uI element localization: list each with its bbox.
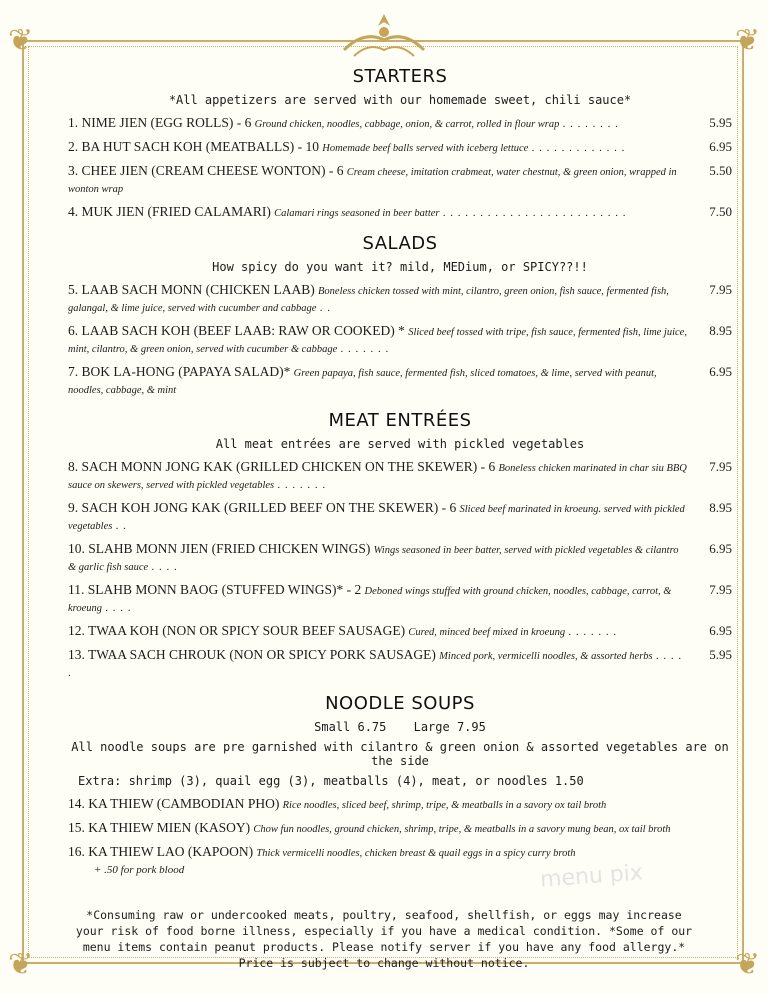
corner-ornament-icon: ❦ <box>734 24 760 57</box>
menu-item-price: 6.95 <box>705 541 732 556</box>
menu-item-price: 7.50 <box>705 204 732 219</box>
menu-item <box>68 500 732 534</box>
menu-item-description: Chow fun noodles, ground chicken, shrimp, tripe, & meatballs in a savory mung bean, ox tail broth <box>253 824 671 835</box>
menu-item-price: 8.95 <box>705 323 732 338</box>
menu-item-price: 7.95 <box>705 582 732 597</box>
menu-item <box>68 115 732 132</box>
menu-item <box>68 459 732 493</box>
menu-item-description: Boneless chicken marinated in char siu BBQ sauce on skewers, served with pickled vegetables <box>68 463 687 491</box>
menu-item-name: 3. CHEE JIEN (CREAM CHEESE WONTON) - 6 <box>68 163 344 178</box>
menu-item-leader-dots: . . . . . . . <box>568 626 618 638</box>
meat-title: MEAT ENTRÉES <box>328 410 472 431</box>
menu-item <box>68 204 732 221</box>
menu-item-name: 12. TWAA KOH (NON OR SPICY SOUR BEEF SAUSAGE) <box>68 623 406 638</box>
menu-item-name: 16. KA THIEW LAO (KAPOON) <box>68 844 254 859</box>
meat-list <box>68 459 732 681</box>
menu-item-name: 13. TWAA SACH CHROUK (NON OR SPICY PORK SAUSAGE) <box>68 647 436 662</box>
noodles-list <box>68 796 732 861</box>
pork-blood-addon: + .50 for pork blood <box>94 864 185 876</box>
menu-item-price: 8.95 <box>705 500 732 515</box>
menu-item-description: Ground chicken, noodles, cabbage, onion, & carrot, rolled in flour wrap <box>254 119 560 130</box>
menu-item-leader-dots: . . . . . . . <box>340 343 390 355</box>
menu-item-leader-dots: . . . . . . . . . . . . . . . . . . . . . . . . . <box>442 207 627 219</box>
noodles-title: NOODLE SOUPS <box>325 693 475 714</box>
menu-item-description: Cured, minced beef mixed in kroeung <box>408 627 566 638</box>
menu-item-price: 5.95 <box>705 115 732 130</box>
menu-item <box>68 623 732 640</box>
menu-item-description: Cream cheese, imitation crabmeat, water chestnut, & green onion, wrapped in wonton wrap <box>68 167 677 195</box>
menu-item <box>68 647 732 681</box>
menu-item <box>68 582 732 616</box>
menu-item-description: Deboned wings stuffed with ground chicken, noodles, cabbage, carrot, & kroeung <box>68 586 672 614</box>
allergy-disclaimer: *Consuming raw or undercooked meats, poultry, seafood, shellfish, or eggs may increase your risk of food borne illness, especially if you have a medical condition. *Some of our menu items contain peanut products. Please notify server if you have any food allergy.* Price is subject to change without notice. <box>75 908 693 970</box>
menu-item-description: Calamari rings seasoned in beer batter <box>274 208 440 219</box>
menu-item <box>68 820 732 837</box>
starters-list <box>68 115 732 221</box>
menu-item-name: 14. KA THIEW (CAMBODIAN PHO) <box>68 796 280 811</box>
starters-note: *All appetizers are served with our homemade sweet, chili sauce* <box>168 93 632 107</box>
menu-item <box>68 796 732 813</box>
menu-item-description: Rice noodles, sliced beef, shrimp, tripe, & meatballs in a savory ox tail broth <box>282 800 607 811</box>
menu-item-name: 2. BA HUT SACH KOH (MEATBALLS) - 10 <box>68 139 320 154</box>
menu-item-leader-dots: . . <box>115 520 127 532</box>
menu-item-name: 5. LAAB SACH MONN (CHICKEN LAAB) <box>68 282 315 297</box>
menu-item <box>68 282 732 316</box>
menu-item-name: 4. MUK JIEN (FRIED CALAMARI) <box>68 204 271 219</box>
menu-item-name: 6. LAAB SACH KOH (BEEF LAAB: RAW OR COOKED) * <box>68 323 405 338</box>
salads-list <box>68 282 732 398</box>
menu-item-price: 6.95 <box>705 623 732 638</box>
menu-item <box>68 364 732 398</box>
menu-item-price: 6.95 <box>705 364 732 379</box>
menu-content <box>68 60 732 882</box>
menu-item <box>68 163 732 197</box>
menu-item-description: Sliced beef tossed with tripe, fish sauce, fermented fish, lime juice, mint, cilantro, & green onion, served with cucumber & cabbage <box>68 327 687 355</box>
menu-item-leader-dots: . . . . <box>151 561 178 573</box>
menu-item-price: 5.50 <box>705 163 732 178</box>
menu-item-description: Boneless chicken tossed with mint, cilantro, green onion, fish sauce, fermented fish, galangal, & lime juice, served with cucumber and cabbage <box>68 286 669 314</box>
menu-item-description: Minced pork, vermicelli noodles, & assorted herbs <box>439 651 653 662</box>
menu-item-leader-dots: . . . . . . . . <box>562 118 619 130</box>
menu-item-leader-dots: . . . . . . . . . . . . . <box>531 142 626 154</box>
menu-item-name: 7. BOK LA-HONG (PAPAYA SALAD)* <box>68 364 291 379</box>
menu-item-description: Wings seasoned in beer batter, served with pickled vegetables & cilantro & garlic fish sauce <box>68 545 679 573</box>
corner-ornament-icon: ❦ <box>8 24 34 57</box>
menu-item-description: Homemade beef balls served with iceberg lettuce <box>322 143 529 154</box>
menu-item-name: 8. SACH MONN JONG KAK (GRILLED CHICKEN ON THE SKEWER) - 6 <box>68 459 496 474</box>
soup-sizes <box>68 720 732 734</box>
corner-ornament-icon: ❦ <box>8 948 34 981</box>
noodles-extra: Extra: shrimp (3), quail egg (3), meatballs (4), meat, or noodles 1.50 <box>78 774 584 788</box>
salads-title: SALADS <box>362 233 438 254</box>
menu-item-name: 10. SLAHB MONN JIEN (FRIED CHICKEN WINGS) <box>68 541 371 556</box>
menu-item-description: Thick vermicelli noodles, chicken breast & quail eggs in a spicy curry broth <box>256 848 576 859</box>
menu-item <box>68 139 732 156</box>
menu-item-price: 5.95 <box>705 647 732 662</box>
menu-item <box>68 844 732 861</box>
menu-item-price: 7.95 <box>705 459 732 474</box>
starters-title: STARTERS <box>352 66 448 87</box>
menu-item-leader-dots: . . <box>319 302 331 314</box>
menu-item <box>68 323 732 357</box>
salads-note: How spicy do you want it? mild, MEDium, or SPICY??!! <box>212 260 588 274</box>
menu-item-description: Sliced beef marinated in kroeung. served with pickled vegetables <box>68 504 685 532</box>
menu-item-name: 9. SACH KOH JONG KAK (GRILLED BEEF ON THE SKEWER) - 6 <box>68 500 457 515</box>
menu-item-leader-dots: . . . . . . . <box>277 479 327 491</box>
menu-item-leader-dots: . . . . . <box>68 650 683 679</box>
menu-item-price: 7.95 <box>705 282 732 297</box>
watermark: menu pix <box>539 860 644 893</box>
soup-size-small: Small 6.75 <box>314 720 387 734</box>
soup-size-large: Large 7.95 <box>413 720 486 734</box>
menu-item-leader-dots: . . . . <box>105 602 132 614</box>
menu-item-name: 15. KA THIEW MIEN (KASOY) <box>68 820 251 835</box>
menu-item-name: 1. NIME JIEN (EGG ROLLS) - 6 <box>68 115 252 130</box>
menu-item-description: Green papaya, fish sauce, fermented fish, sliced tomatoes, & lime, served with peanut, noodles, cabbage, & mint <box>68 368 657 396</box>
menu-item-price: 6.95 <box>705 139 732 154</box>
menu-item-name: 11. SLAHB MONN BAOG (STUFFED WINGS)* - 2 <box>68 582 362 597</box>
corner-ornament-icon: ❦ <box>734 948 760 981</box>
menu-item <box>68 541 732 575</box>
noodles-note: All noodle soups are pre garnished with cilantro & green onion & assorted vegetables are on the side <box>71 740 729 768</box>
meat-note: All meat entrées are served with pickled vegetables <box>215 437 585 451</box>
